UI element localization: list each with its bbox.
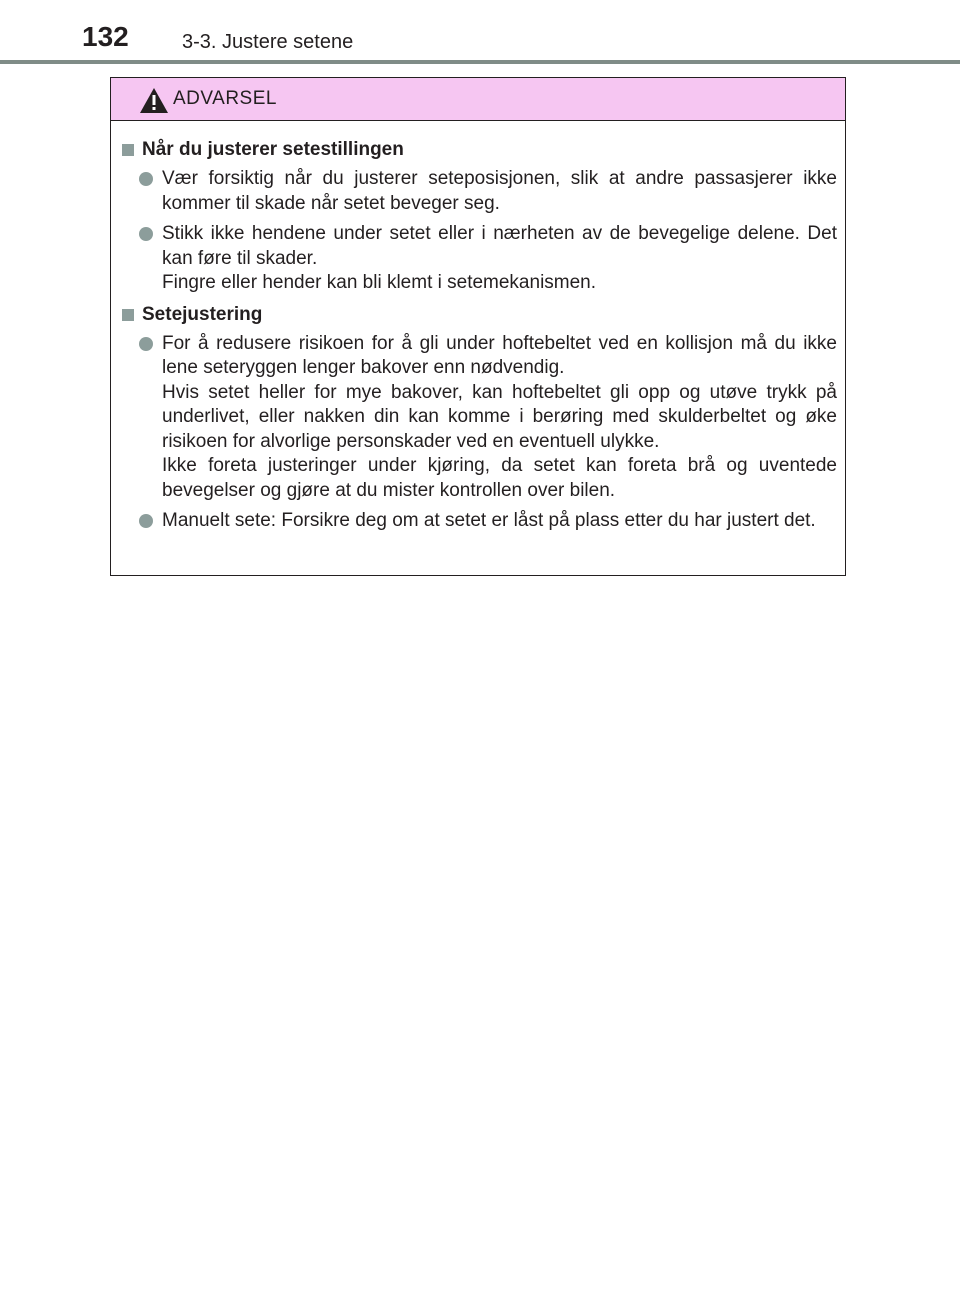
warning-triangle-icon (139, 87, 169, 114)
paragraph: Fingre eller hender kan bli klemt i setemekanismen. (162, 272, 597, 293)
section-heading (119, 302, 837, 328)
list-item-text (162, 509, 837, 534)
warning-body (111, 121, 845, 534)
section-seat-adjustment (119, 302, 837, 534)
warning-box (110, 77, 846, 576)
section-heading (119, 137, 837, 163)
list-item-text (162, 222, 837, 296)
square-icon (122, 309, 134, 321)
page-number: 132 (82, 21, 129, 52)
paragraph: Ikke foreta justeringer under kjøring, da setet kan foreta brå og uventede bevegelser og gjøre at du mister kontrollen over bilen. (162, 455, 837, 501)
list-item-text (162, 167, 837, 216)
dot-icon (139, 227, 153, 241)
dot-icon (139, 514, 153, 528)
paragraph: For å redusere risikoen for å gli under hoftebeltet ved en kollisjon må du ikke lene seteryggen lenger bakover enn nødvendig. (162, 332, 837, 378)
section-title: 3-3. Justere setene (182, 31, 354, 53)
section-seat-position (119, 137, 837, 296)
dot-icon (139, 337, 153, 351)
list-item (119, 222, 837, 296)
list-item (119, 332, 837, 504)
warning-title: ADVARSEL (173, 88, 277, 109)
list-item-text (162, 332, 837, 504)
paragraph: Stikk ikke hendene under setet eller i nærheten av de bevegelige delene. Det kan føre til skader. (162, 223, 837, 269)
section-heading-text: Når du justerer setestillingen (142, 139, 404, 160)
list-item (119, 509, 837, 534)
paragraph: Vær forsiktig når du justerer seteposisjonen, slik at andre passasjerer ikke kommer til skade når setet beveger seg. (162, 168, 837, 214)
paragraph: Hvis setet heller for mye bakover, kan hoftebeltet gli opp og utøve trykk på underlivet, eller nakken din kan komme i berøring med skulderbeltet og øke risikoen for alvorlige personskader ved en eventuell ulykke. (162, 381, 837, 452)
section-heading-text: Setejustering (142, 303, 263, 325)
square-icon (122, 144, 134, 156)
header-rule (0, 60, 960, 64)
warning-header (111, 78, 845, 121)
list-item (119, 167, 837, 216)
dot-icon (139, 172, 153, 186)
paragraph: Manuelt sete: Forsikre deg om at setet er låst på plass etter du har justert det. (162, 510, 816, 531)
